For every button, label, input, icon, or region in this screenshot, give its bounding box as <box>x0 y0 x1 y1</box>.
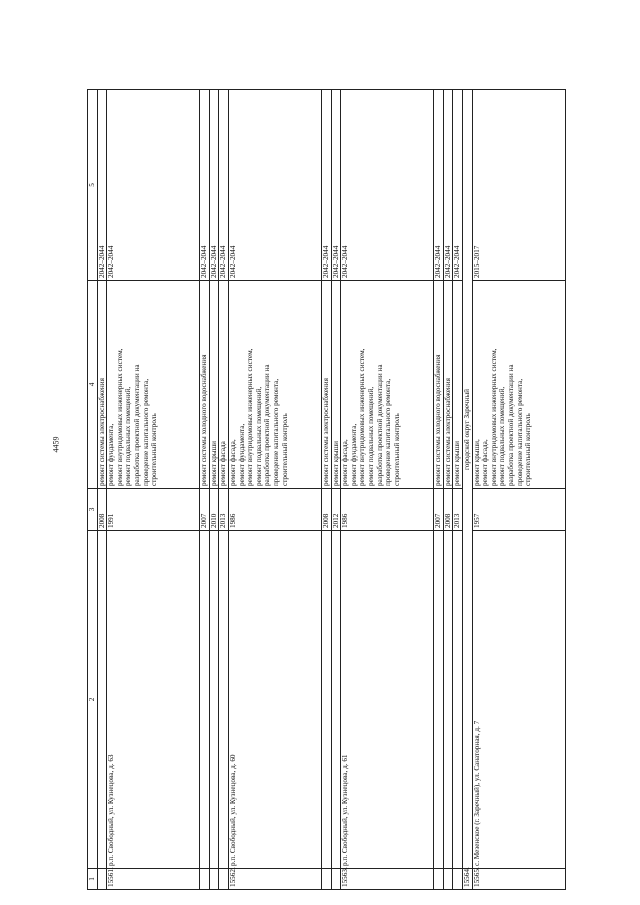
period-cell: 2042–2044 <box>321 90 331 281</box>
row-number-cell <box>331 869 341 890</box>
row-number-cell <box>97 869 107 890</box>
row-number-cell: 15562. <box>228 869 321 890</box>
table-body <box>97 90 565 890</box>
table-row <box>434 90 444 890</box>
works-cell <box>209 281 219 489</box>
period-cell: 2042–2044 <box>434 90 444 281</box>
works-line: ремонт подвальных помещений, <box>366 386 375 486</box>
address-cell <box>219 531 229 869</box>
row-number-cell: 15565. <box>472 869 565 890</box>
row-number-cell: 15564. <box>462 869 472 890</box>
table-row <box>107 90 200 890</box>
address-cell <box>200 531 210 869</box>
works-line: ремонт фасада <box>219 441 228 486</box>
works-line: ремонт крыши <box>453 440 462 486</box>
works-line: ремонт фасада, <box>481 439 490 486</box>
works-line: ремонт фасада, <box>228 439 237 486</box>
works-line: строительный контроль <box>392 413 401 486</box>
header-row <box>88 90 98 890</box>
header-cell: 5 <box>88 90 98 281</box>
table-row <box>200 90 210 890</box>
period-cell: 2042–2044 <box>200 90 210 281</box>
works-line: ремонт системы холодного водоснабжения <box>434 354 443 486</box>
works-line: ремонт крыши, <box>472 439 481 486</box>
table-row <box>341 90 434 890</box>
address-cell <box>453 531 463 869</box>
works-line: ремонт крыши <box>331 440 340 486</box>
works-line: ремонт подвальных помещений, <box>124 386 133 486</box>
table-row <box>228 90 321 890</box>
table-row <box>97 90 107 890</box>
works-cell <box>321 281 331 489</box>
works-cell <box>434 281 444 489</box>
period-cell: 2042–2044 <box>341 90 434 281</box>
year-cell: 2013 <box>453 489 463 531</box>
year-cell: 2012 <box>331 489 341 531</box>
works-line: ремонт внутридомовых инженерных систем, <box>489 348 498 486</box>
section-title-cell: городской округ Заречный <box>462 90 472 869</box>
year-cell: 2010 <box>209 489 219 531</box>
period-cell: 2042–2044 <box>209 90 219 281</box>
works-line: разработка проектной документации на <box>263 364 272 486</box>
works-cell <box>107 281 200 489</box>
header-cell: 1 <box>88 869 98 890</box>
works-line: ремонт системы холодного водоснабжения <box>200 354 209 486</box>
works-line: строительный контроль <box>150 413 159 486</box>
works-cell <box>97 281 107 489</box>
row-number-cell <box>443 869 453 890</box>
works-cell <box>443 281 453 489</box>
year-cell: 1986 <box>228 489 321 531</box>
row-number-cell <box>453 869 463 890</box>
works-line: строительный контроль <box>280 413 289 486</box>
period-cell: 2042–2044 <box>97 90 107 281</box>
works-line: строительный контроль <box>524 413 533 486</box>
year-cell: 2007 <box>434 489 444 531</box>
page-number: 4459 <box>51 436 61 453</box>
header-cell: 4 <box>88 281 98 489</box>
year-cell: 2007 <box>200 489 210 531</box>
works-line: разработка проектной документации на <box>132 364 141 486</box>
year-cell: 1957 <box>472 489 565 531</box>
address-cell <box>443 531 453 869</box>
works-line: ремонт фундамента, <box>107 423 116 486</box>
row-number-cell <box>209 869 219 890</box>
works-line: разработка проектной документации на <box>375 364 384 486</box>
works-cell <box>453 281 463 489</box>
works-line: проведение капитального ремонта, <box>271 378 280 486</box>
table-row <box>219 90 229 890</box>
row-number-cell <box>434 869 444 890</box>
works-line: ремонт внутридомовых инженерных систем, <box>246 348 255 486</box>
repair-plan-table <box>87 89 566 890</box>
row-number-cell <box>219 869 229 890</box>
header-cell: 3 <box>88 489 98 531</box>
year-cell: 1991 <box>107 489 200 531</box>
period-cell: 2015–2017 <box>472 90 565 281</box>
year-cell: 2013 <box>219 489 229 531</box>
period-cell: 2042–2044 <box>443 90 453 281</box>
works-cell <box>219 281 229 489</box>
works-line: ремонт фундамента, <box>237 423 246 486</box>
works-cell <box>228 281 321 489</box>
table-row <box>331 90 341 890</box>
works-line: проведение капитального ремонта, <box>384 378 393 486</box>
year-cell: 2008 <box>97 489 107 531</box>
table-row <box>209 90 219 890</box>
works-line: ремонт системы электроснабжения <box>97 378 106 486</box>
table-row <box>472 90 565 890</box>
header-cell: 2 <box>88 531 98 869</box>
works-line: ремонт подвальных помещений, <box>254 386 263 486</box>
address-cell: р.п. Свободный, ул. Кузнецова, д. 61 <box>341 531 434 869</box>
address-cell <box>97 531 107 869</box>
works-cell <box>472 281 565 489</box>
works-line: разработка проектной документации на <box>506 364 515 486</box>
table-row <box>443 90 453 890</box>
works-line: ремонт внутридомовых инженерных систем, <box>358 348 367 486</box>
row-number-cell <box>321 869 331 890</box>
address-cell: р.п. Свободный, ул. Кузнецова, д. 63 <box>107 531 200 869</box>
works-line: ремонт фасада, <box>341 439 350 486</box>
works-line: проведение капитального ремонта, <box>141 378 150 486</box>
period-cell: 2042–2044 <box>228 90 321 281</box>
period-cell: 2042–2044 <box>107 90 200 281</box>
address-cell <box>209 531 219 869</box>
address-cell: с. Мезенское (г. Заречный), ул. Санаторная, д. 7 <box>472 531 565 869</box>
address-cell: р.п. Свободный, ул. Кузнецова, д. 60 <box>228 531 321 869</box>
works-line: ремонт внутридомовых инженерных систем, <box>115 348 124 486</box>
table-row <box>321 90 331 890</box>
address-cell <box>434 531 444 869</box>
works-cell <box>200 281 210 489</box>
works-line: ремонт подвальных помещений, <box>498 386 507 486</box>
period-cell: 2042–2044 <box>331 90 341 281</box>
works-line: ремонт системы электроснабжения <box>443 378 452 486</box>
year-cell: 2008 <box>321 489 331 531</box>
works-line: проведение капитального ремонта, <box>515 378 524 486</box>
period-cell: 2042–2044 <box>453 90 463 281</box>
rotated-table-container <box>87 90 565 890</box>
works-cell <box>331 281 341 489</box>
table-row <box>453 90 463 890</box>
row-number-cell: 15561. <box>107 869 200 890</box>
row-number-cell: 15563. <box>341 869 434 890</box>
works-line: ремонт крыши <box>209 440 218 486</box>
section-row <box>462 90 472 890</box>
row-number-cell <box>200 869 210 890</box>
address-cell <box>331 531 341 869</box>
address-cell <box>321 531 331 869</box>
works-line: ремонт фундамента, <box>349 423 358 486</box>
works-cell <box>341 281 434 489</box>
year-cell: 1986 <box>341 489 434 531</box>
period-cell: 2042–2044 <box>219 90 229 281</box>
works-line: ремонт системы электроснабжения <box>321 378 330 486</box>
year-cell: 2008 <box>443 489 453 531</box>
